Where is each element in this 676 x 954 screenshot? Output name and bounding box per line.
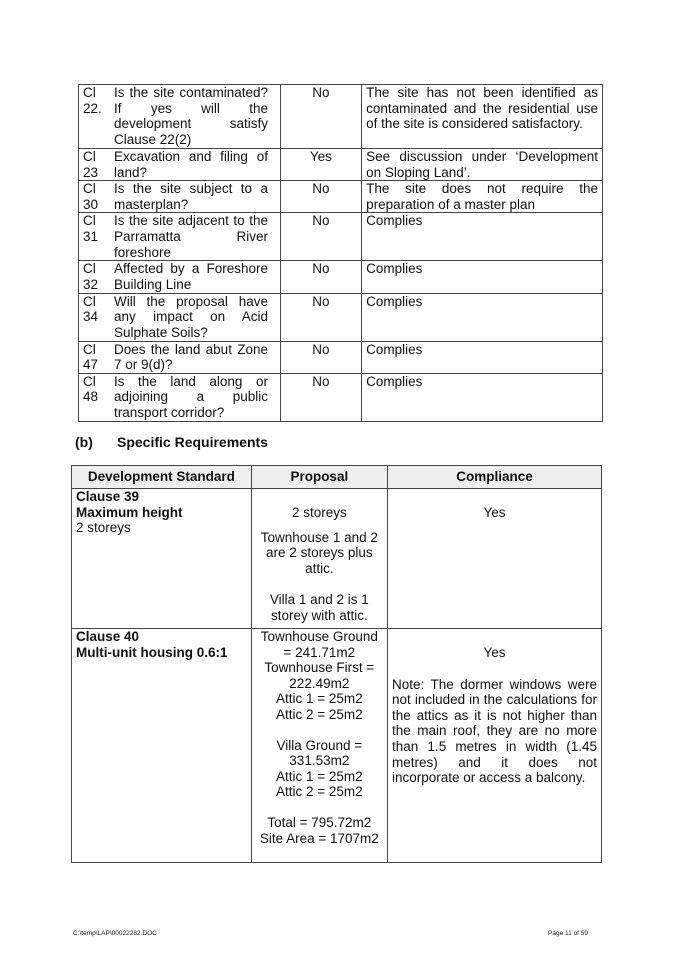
header-proposal: Proposal — [251, 466, 387, 489]
table-row — [79, 341, 603, 373]
proposal-line: 2 storeys — [291, 505, 347, 520]
clause-number: Cl 31 — [83, 213, 99, 244]
proposal-line: Attic 2 = 25m2 — [275, 706, 363, 722]
proposal-line: Site Area = 1707m2 — [259, 830, 379, 846]
table-row — [79, 213, 603, 261]
clause-number: Cl 23 — [83, 149, 99, 180]
clause-number: Cl 47 — [83, 341, 99, 373]
comment-cell: See discussion under ‘Development on Sloping Land’. — [362, 149, 603, 181]
answer-cell: Yes — [280, 149, 362, 181]
clause-label: Clause 40 — [76, 629, 140, 644]
answer-cell: No — [280, 85, 362, 149]
comment-cell: Complies — [362, 213, 603, 261]
clause-question: Affected by a Foreshore Building Line — [114, 261, 268, 292]
comment-cell: Complies — [362, 293, 603, 341]
answer-cell: No — [280, 373, 362, 421]
table-row — [72, 629, 602, 863]
section-heading — [75, 434, 268, 450]
table-row — [79, 85, 603, 149]
clause-number: Cl 30 — [83, 181, 99, 212]
section-title: Specific Requirements — [117, 434, 268, 450]
table-row — [79, 261, 603, 293]
clause-label: Clause 39 — [76, 489, 140, 504]
section-label: (b) — [75, 434, 93, 450]
answer-cell: No — [280, 261, 362, 293]
proposal-line: Townhouse Ground = 241.71m2 — [260, 629, 378, 660]
clause-question: Is the site adjacent to the Parramatta River foreshore — [114, 213, 268, 260]
proposal-line: Villa 1 and 2 is 1 storey with attic. — [269, 592, 369, 623]
table-row — [72, 489, 602, 629]
table-row — [79, 149, 603, 181]
clause-number: Cl 48 — [83, 373, 99, 405]
comment-cell: Complies — [362, 341, 603, 373]
standard-value: 2 storeys — [76, 520, 131, 536]
compliance-value: Yes — [483, 645, 506, 660]
comment-cell: Complies — [362, 261, 603, 293]
requirements-table — [71, 465, 602, 863]
proposal-line: Villa Ground = 331.53m2 — [276, 737, 363, 769]
clause-number: Cl 34 — [83, 293, 99, 325]
standard-title: Maximum height — [76, 504, 183, 520]
answer-cell: No — [280, 213, 362, 261]
comment-cell: Complies — [362, 373, 603, 421]
compliance-value: Yes — [483, 505, 506, 520]
clause-question: Is the site contaminated? If yes will the development satisfy Clause 22(2) — [114, 85, 268, 147]
clause-question: Will the proposal have any impact on Acid Sulphate Soils? — [114, 293, 268, 340]
clause-number: Cl 32 — [83, 261, 99, 292]
table-row — [79, 181, 603, 213]
clause-question: Does the land abut Zone 7 or 9(d)? — [114, 341, 268, 373]
comment-cell: The site does not require the preparation of a master plan — [362, 181, 603, 213]
proposal-line: Townhouse 1 and 2 are 2 storeys plus attic. — [260, 529, 378, 576]
proposal-line: Attic 1 = 25m2 — [275, 768, 363, 784]
table-row — [79, 293, 603, 341]
clause-question: Excavation and filing of land? — [114, 149, 268, 180]
proposal-line: Total = 795.72m2 — [267, 814, 372, 830]
answer-cell: No — [280, 341, 362, 373]
clause-question: Is the land along or adjoining a public transport corridor? — [114, 373, 268, 420]
answer-cell: No — [280, 181, 362, 213]
clause-question: Is the site subject to a masterplan? — [114, 181, 268, 212]
clause-number: Cl 22. — [83, 85, 102, 116]
footer-file-path: C:\temp\LAP\00022282.DOC — [73, 930, 157, 937]
footer-page-number: Page 11 of 59 — [548, 930, 588, 937]
proposal-line: Attic 2 = 25m2 — [275, 784, 363, 800]
table-header-row — [72, 466, 602, 489]
comment-cell: The site has not been identified as contaminated and the residential use of the site is considered satisfactory. — [362, 85, 603, 149]
header-development-standard: Development Standard — [72, 466, 252, 489]
table-row — [79, 373, 603, 421]
answer-cell: No — [280, 293, 362, 341]
proposal-line: Attic 1 = 25m2 — [275, 691, 363, 707]
compliance-note: Note: The dormer windows were not included in the calculations for the attics as it is not higher than the main roof, they are no more than 1.5 metres in width (1.45 metres) and it does not incorporate or access a balcony. — [391, 676, 597, 786]
standard-title: Multi-unit housing 0.6:1 — [76, 644, 228, 660]
clause-table — [78, 84, 603, 422]
header-compliance: Compliance — [387, 466, 601, 489]
proposal-line: Townhouse First = 222.49m2 — [264, 660, 375, 691]
